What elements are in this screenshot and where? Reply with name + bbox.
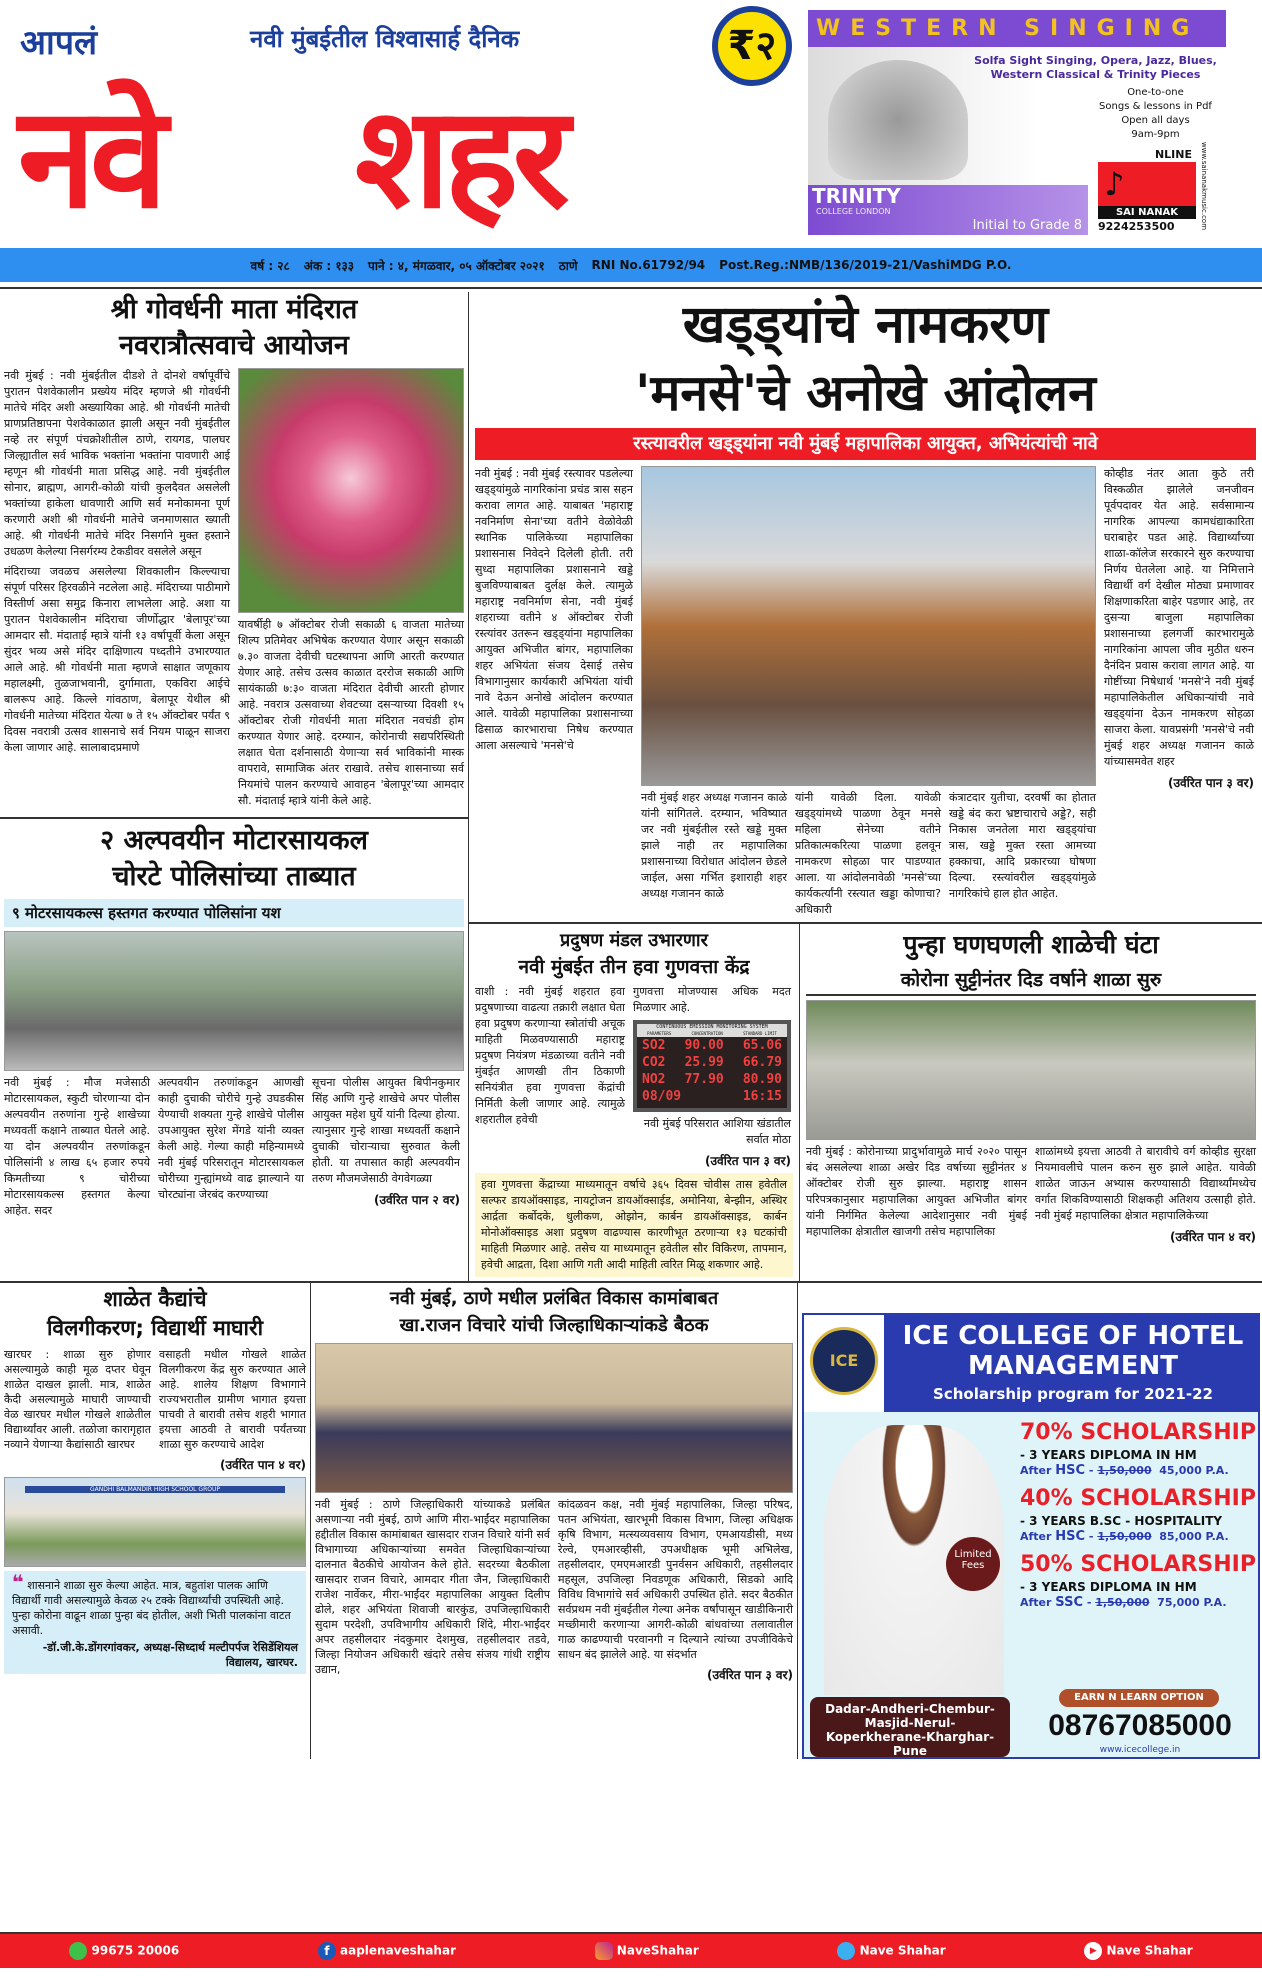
quote-text: शासनाने शाळा सुरु केल्या आहेत. मात्र, बहुतांश पालक आणि विद्यार्थी गावी असल्यामुळे केवळ २५ टक्के विद्यार्थ्यांची उपस्थिती आहे. पुन्हा कोरोना वाढून शाळा पुन्हा बंद होतील, अशी भिती पालकांना वाटत असावी. [12,1579,291,1637]
western-singing-ad[interactable] [808,10,1226,235]
headline-line: विलगीकरण; विद्यार्थी माघारी [46,1316,264,1340]
offer-new-price: 75,000 P.A. [1157,1596,1227,1609]
board-cell: 80.90 [742,1072,782,1087]
offer-pct: 70% SCHOLARSHIP [1020,1420,1256,1445]
board-cell: NO2 [642,1072,666,1087]
offer-old-price: 1,50,000 [1097,1530,1152,1543]
offer-pct: 40% SCHOLARSHIP [1020,1486,1256,1511]
footer-whatsapp[interactable] [69,1942,179,1960]
board-row [637,1054,787,1071]
headline-line: शाळेत कैद्यांचे [103,1287,207,1311]
article-body: नवी मुंबई : कोरोनाच्या प्रादुर्भावामुळे मार्च २०२० पासून बंद असलेल्या शाळा अखेर दिड वर्षाच्या सुट्टीनंतर ४ ऑक्टोबर रोजी सुरु झाल्या. महाराष्ट्र शासन परिपत्रकानुसार महापालिका आयुक्त अभिजीत बांगर यांनी निर्गमित केलेल्या आदेशानुसार नवी मुंबई महापालिका क्षेत्रातील खाजगी तसेच महापालिका [806,1145,1027,1238]
headline-line: नवी मुंबईत तीन हवा गुणवत्ता केंद्र [518,956,750,978]
board-cell: 16:15 [742,1089,782,1104]
facebook-icon: f [318,1942,336,1960]
footer-label: aaplenaveshahar [340,1943,456,1958]
main-headline: खड्ड्यांचे नामकरण [682,295,1049,355]
ice-logo: ICE [810,1327,878,1395]
article-body: वसाहती मधील गोखले शाळेत विलगीकरण केंद्र सुरु करण्यात आले आहे. शालेय शिक्षण विभागाने राज्यभरातील ग्रामीण भागात इयत्ता पाचवी ते बारावी तसेच शहरी भागात इयत्ता आठवी ते बारावी पर्यंतच्या शाळा सुरु करण्याचे आदेश [159,1348,306,1451]
board-cell: 65.06 [742,1038,782,1053]
article-body: गुणवत्ता मोजण्यास अधिक मदत मिळणार आहे. [633,985,791,1014]
music-note-icon: ♪ [1104,165,1125,203]
article-body: कोव्हीड नंतर आता कुठे तरी विस्कळीत झालेले जनजीवन पूर्वपदावर येत आहे. सर्वसामान्य नागरिक आपल्या कामधंद्याकारिता घराबाहेर पडत आहे. विद्यार्थ्यांच्या शाळा-कॉलेज सरकारने सुरु करण्याचा निर्णय घेतलेला आहे. या निमित्ताने विद्यार्थी वर्ग देखील मोठ्या प्रमाणावर शिक्षणाकरिता बाहेर पडणार आहे, तर दुसऱ्या बाजुला महापालिका प्रशासनाच्या हलगर्जी कारभारामुळे नागरिकांना आपला जीव मुठीत धरुन दैनंदिन प्रवास करावा लागत आहे. या गोष्टींच्या निषेधार्थ 'मनसे'ने नवी मुंबई महापालिकेतील अधिकाऱ्यांची नावे खड्ड्यांना देऊन नामकरण सोहळा साजरा केला. यावप्रसंगी 'मनसे'चे नवी मुंबई शहर अध्यक्ष गजानन काळे यांच्यासमवेत शहर [1104,467,1254,768]
info-box: हवा गुणवत्ता केंद्राच्या माध्यमातून वर्षाचे ३६५ दिवस चोवीस तास हवेतील सल्फर डायऑक्साइड, नायट्रोजन डायऑक्साईड, अमोनिया, बेन्झीन, अस्थिर आर्द्रता कर्बोदके, धुलीकण, ओझोन, कार्बन डायऑक्साइड, कार्बन मोनोऑक्साइड अशा प्रदुषण वाढण्यास कारणीभूत ठरणाऱ्या १३ घटकांची माहिती मिळणार आहे. तसेच या माध्यमातून हवेतील सौर विकिरण, तापमान, हवेची आद्रता, दिशा आणि गती आदी माहिती त्वरित मिळू शकणार आहे. [475,1173,793,1277]
headline-line: खा.राजन विचारे यांची जिल्हाधिकाऱ्यांकडे बैठक [399,1315,709,1336]
footer-facebook[interactable] [318,1942,456,1960]
board-cell: 66.79 [742,1055,782,1070]
post-reg: Post.Reg.:NMB/136/2019-21/VashiMDG P.O. [719,258,1012,272]
article-body: कंत्राटदार युतीचा, दरवर्षी का होतात खड्डे बंद करा भ्रष्टाचाराचे अड्डे?, सही निकास जनतेला मारा खड्ड्यांचा त्रास, खड्डे मुक्त रस्ता आमच्या हक्काचा, आदि प्रकारच्या घोषणा दिल्या. रस्त्यांवरील खड्ड्यांमुळे नागरिकांचे हाल होत आहेत. [949,791,1096,900]
sai-nanak: SAI NANAK [1098,206,1196,219]
headline-line: नवी मुंबई, ठाणे मधील प्रलंबित विकास कामांबाबत [389,1288,719,1309]
price-badge: ₹२ [712,6,792,86]
masthead-title-right: शहर [355,77,564,240]
tagline-small: आपलं [20,23,98,63]
offer-course: - 3 YEARS B.SC - HOSPITALITY [1020,1514,1223,1528]
quote-icon: ❝ [12,1570,24,1594]
board-header: PARAMETERS [647,1031,672,1036]
footer-twitter[interactable] [837,1942,945,1960]
scholarship-offer: 70% SCHOLARSHIP - 3 YEARS DIPLOMA IN HM After HSC - 1,50,000 45,000 P.A. [1020,1419,1260,1479]
social-footer [0,1932,1262,1968]
continued-label: (उर्वरित पान २ वर) [373,1193,460,1207]
instagram-icon [595,1942,613,1960]
offer-after: After [1020,1530,1052,1543]
headline-line: चोरटे पोलिसांच्या ताब्यात [112,861,356,892]
board-header: STANDARD LIMIT [743,1031,777,1036]
board-cell: 77.90 [684,1072,724,1087]
footer-label: Nave Shahar [1106,1943,1193,1958]
board-row [637,1088,787,1105]
article-body: कांदळवन कक्ष, नवी मुंबई महापालिका, जिल्हा परिषद, पतन अभियंता, खारभूमी विकास विभाग, जिल्हा अधिक्षक कृषि विभाग, मत्स्यव्यवसाय विभाग, एमआयडीसी, मध्य रेल्वे, एमआरव्हीसी, उपअधीक्षक भूमी अभिलेख, तहसीलदार, एमएमआरडी पुनर्वसन अधिकारी, तहसीलदार महसूल, उपजिल्हा निवडणूक अधिकारी, सिडको आदि विविध विभागांचे सर्व अधिकारी उपस्थित होते. सदर बैठकीत सर्वप्रथम नवी मुंबईतील गेल्या अनेक वर्षांपासून खाडीकिनारी मच्छीमारी करणाऱ्या आगरी-कोळी बांधवांच्या तलावातील गाळ काढण्याची परवानगी न दिल्याने त्यांच्या उपजीविकेचे साधन बंद झालेले आहे. या संदर्भात [558,1498,793,1661]
footer-label: NaveShahar [616,1943,699,1958]
ad-web: www.sainanakmusic.com [1200,142,1208,231]
article-body: यांनी यावेळी दिला. यावेळी खड्ड्यांमध्ये पाळणा ठेवून मनसे महिला सेनेच्या वतीने प्रतिकात्मकरित्या पाळणा हलवून नामकरण सोहळा पार पाडण्यात आला. या आंदोलनावेळी 'मनसे'च्या कार्यकर्त्यांनी रस्त्यात खड्डा कोणाचा? अधिकारी [795,791,941,916]
article-body: शाळांमध्ये इयत्ता आठवी ते बारावीचे वर्ग कोव्हीड सुरक्षा नियमावलीचे पालन करुन सुरु झाले आहेत. यावेळी शाळेत जाऊन अभ्यास करण्यासाठी विद्यार्थ्यांमध्येच वर्गात शिकविण्यासाठी शिक्षकही अतिशय उत्साही होते. नवी मुंबई महापालिका क्षेत्रात महापालिकेच्या [1035,1145,1256,1222]
offer-course: - 3 YEARS DIPLOMA IN HM [1020,1448,1197,1462]
board-row [637,1037,787,1054]
info-strip [0,248,1262,282]
main-headline-2: 'मनसे'चे अनोखे आंदोलन [635,364,1096,422]
continued-label: (उर्वरित पान ४ वर) [219,1458,306,1472]
article-body: यावर्षीही ७ ऑक्टोबर रोजी सकाळी ६ वाजता मातेच्या शिल्प प्रतिमेवर अभिषेक करण्यात येणार असून सकाळी ७.३० वाजता देवीची घटस्थापना आणि आरती करण्यात येणार आहे. तसेच उत्सव काळात दररोज सकाळी आणि सायंकाळी ७:३० वाजता मंदिरात देवीची आरती होणार आहे. नवरात्र उत्सवाच्या शेवटच्या दसऱ्याच्या दिवशी १५ ऑक्टोबर रोजी गोवर्धनी माता मंदिरात नवचंडी होम करण्यात येणार आहे. दरम्यान, कोरोनाची सद्यपरिस्थिती लक्षात घेता दर्शनासाठी येणाऱ्या सर्व भाविकांनी मास्क वापरावे, सामाजिक अंतर राखावे. तसेच शासनाच्या सर्व नियमांचे पालन करण्याचे आवाहन 'बेलापूर'च्या आमदार सौ. मंदाताई म्हात्रे यांनी केले आहे. [238,618,464,807]
footer-label: 99675 20006 [91,1943,180,1958]
microphone-image [828,60,968,180]
ice-college-ad[interactable] [802,1313,1260,1759]
article-body: अल्पवयीन तरुणांकडून आणखी काही दुचाकी चोरीचे गुन्हे उघडकीस येण्याची शक्यता गुन्हे शाखेचे पोलीस उपआयुक्त सुरेश मेंगडे यांनी व्यक्त केली आहे. गेल्या काही महिन्यामध्ये नवी मुंबई परिसरातून मोटारसायकल चोरीच्या गुन्ह्यांमध्ये वाढ झाल्याने या चोरट्यांना जेरबंद करण्याच्या [158,1076,304,1201]
headline-line: नवरात्रौत्सवाचे आयोजन [119,330,349,361]
offer-exam: SSC [1055,1595,1083,1610]
grade-text: Initial to Grade 8 [972,218,1082,233]
ad-line: Solfa Sight Singing, Opera, Jazz, Blues, [974,54,1217,67]
offer-new-price: 45,000 P.A. [1159,1464,1229,1477]
offer-after: After [1020,1596,1052,1609]
pages-date: पाने : ४, मंगळवार, ०५ ऑक्टोबर २०२१ [368,258,545,273]
offer-new-price: 85,000 P.A. [1159,1530,1229,1543]
quote-author: -डॉ.जी.के.डोंगरगांवकर, अध्यक्ष-सिध्दार्थ मल्टीपर्पज रेसिडेंशियल विद्यालय, खारघर. [42,1641,298,1669]
article-body: नवी मुंबई शहर अध्यक्ष गजानन काळे यांनी सांगितले. दरम्यान, भविष्यात जर नवी मुंबईतील रस्ते खड्डे मुक्त झाले नाही तर महापालिका प्रशासनाच्या विरोधात आंदोलन छेडले जाईल, असा गर्भित इशाराही शहर अध्यक्ष गजानन काळे [641,791,787,900]
headline-line: २ अल्पवयीन मोटारसायकल [100,825,368,856]
footer-youtube[interactable] [1084,1942,1192,1960]
article-body: नवी मुंबई : ठाणे जिल्हाधिकारी यांच्याकडे प्रलंबित असणाऱ्या नवी मुंबई, ठाणे आणि मीरा-भाईंदर महापालिका हद्दीतील विकास कामांबाबत खासदार राजन विचारे यांनी सर्व विभागाच्या अधिकाऱ्यांच्या समवेत जिल्हाधिकाऱ्यांच्या दालनात बैठकीचे आयोजन केले होते. सदरच्या बैठकीला खासदार राजन विचारे, आमदार गीता जैन, जिल्हाधिकारी राजेश नार्वेकर, मीरा-भाईंदर महापालिका आयुक्त दिलीप ढोले, शहर अभियंता शिवाजी बारकुंड, उपजिल्हाधिकारी सुदाम परदेशी, उपविभागीय अधिकारी शिंदे, मीरा-भाईंदर अपर तहसीलदार नंदकुमार देशमुख, तहसीलदार तडवे, जिल्हा नियोजन अधिकारी खंदारे तसेच संजय गांधी राष्ट्रीय उद्यान, [315,1498,550,1676]
online-text: NLINE [1098,148,1196,162]
offer-old-price: 1,50,000 [1095,1596,1150,1609]
city: ठाणे [558,258,578,273]
board-title: CONTINUOUS EMISSION MONITORING SYSTEM [637,1024,787,1031]
subhead: ९ मोटरसायकल्स हस्तगत करण्यात पोलिसांना यश [4,899,464,927]
masthead-title-left: नवे [18,77,162,240]
footer-instagram[interactable] [595,1942,699,1960]
tagline: नवी मुंबईतील विश्वासार्ह दैनिक [250,25,520,53]
mns-protest-photo [641,466,1096,786]
ad-web: www.icecollege.in [1099,1745,1181,1755]
meeting-photo [315,1343,793,1493]
continued-label: (उर्वरित पान ४ वर) [1169,1230,1256,1244]
board-row [637,1071,787,1088]
continued-label: (उर्वरित पान ३ वर) [704,1154,791,1168]
footer-label: Nave Shahar [859,1943,946,1958]
ad-info: Open all days [1121,115,1190,126]
article-body: नवी मुंबई : नवी मुंबईतील दीडशे ते दोनशे वर्षापूर्वीचे पुरातन पेशवेकालीन प्रख्येय मंदिर म्हणजे श्री गोवर्धनी मातेचे मंदिर अशी अख्यायिका आहे. श्री गोवर्धनी मातेची प्राणप्रतिष्ठापना पेशवेकाळात झाली असून नवी मुंबईतील नव्हे तर संपूर्ण पंचक्रोशीतील ठाणे, रायगड, पालघर जिल्ह्यातील सर्व भाविक भक्तांना भक्तांना पावणारी आई म्हणून श्री गोवर्धनी माता प्रसिद्ध आहे. नवी मुंबईतील सोनार, ब्राह्मण, आगरी-कोळी यांची कुलदैवत असलेली भक्तांच्या हाकेला धावणारी आणि सर्व मनोकामना पूर्ण करणारी अशी श्री गोवर्धनी मातेचे जनमाणसात ख्याती आहे. श्री गोवर्धनी मातेचे मंदिर निसर्गाने मुक्त हस्ताने उधळण केलेल्या निसर्गरम्य टेकडीवर वसलेले असून [4,369,230,558]
scholarship-offer: 50% SCHOLARSHIP - 3 YEARS DIPLOMA IN HM After SSC - 1,50,000 75,000 P.A. [1020,1551,1260,1611]
youtube-icon: ▶ [1084,1942,1102,1960]
article-body: नवी मुंबई : नवी मुंबई रस्त्यावर पडलेल्या खड्ड्यांमुळे नागरिकांना प्रचंड त्रास सहन करावा लागत आहे. याबाबत 'महाराष्ट्र नवनिर्माण सेना'च्या वतीने वेळोवेळी स्थानिक पालिकेच्या महापालिका प्रशासनास निवेदने दिलेली होती. तरी सुध्दा महापालिका प्रशासनाने खड्डे बुजविण्याबाबत दुर्लक्ष केले. त्यामुळे महाराष्ट्र नवनिर्माण सेना, नवी मुंबई शहराच्या वतीने ४ ऑक्टोबर रोजी रस्त्यांवर उतरून खड्ड्यांना महापालिका आयुक्त अभिजीत बांगर, महापालिका शहर अभियंता संजय देसाई तसेच विभागानुसार कार्यकारी अभियंता यांची नावे देऊन अनोखे आंदोलन करण्यात आले. यावेळी महापालिका प्रशासनाच्या ढिसाळ कारभाराचा निषेध करण्यात आला असल्याचे 'मनसे'चे [475,467,633,752]
board-cell: 08/09 [642,1089,682,1104]
scholarship-offer: 40% SCHOLARSHIP - 3 YEARS B.SC - HOSPITALITY After HSC - 1,50,000 85,000 P.A. [1020,1485,1260,1545]
offer-after: After [1020,1464,1052,1477]
ad-title: ICE COLLEGE OF HOTEL MANAGEMENT [902,1321,1244,1381]
trinity-sub: COLLEGE LONDON [816,207,891,216]
board-header: CONCENTRATION [691,1031,723,1036]
article-subheadline: कोरोना सुट्टीनंतर दिड वर्षाने शाळा सुरु [806,966,1256,996]
issue: अंक : १३३ [303,258,355,273]
board-cell: 25.99 [684,1055,724,1070]
article-body: मंदिराच्या जवळच असलेल्या शिवकालीन किल्ल्याचा संपूर्ण परिसर हिरवळीने नटलेला आहे. मंदिराच्या पाठीमागे विस्तीर्ण असा समुद्र किनारा लाभलेला आहे. अशा या पुरातन पेशवेकालीन मंदिराचा जीर्णोद्धार 'बेलापूर'च्या आमदार सौ. मंदाताई म्हात्रे यांनी १३ वर्षापूर्वी केला असून सुंदर भव्य असे मंदिर दाक्षिणात्य पध्दतीने उभारण्यात आले आहे. श्री गोवर्धनी माता म्हणजे साक्षात जणूकाय महालक्ष्मी, तुळजाभवानी, दुर्गामाता, एकविरा आईचे बालरूप आहे. किल्ले गांवठाण, बेलापूर येथील श्री गोवर्धनी मातेच्या मंदिरात येत्या ७ ते १५ ऑक्टोबर पर्यंत ९ दिवस नवरात्री उत्सव शासनाचे सर्व नियम पाळून साजरा केला जाणार आहे. सालाबादप्रमाणे [4,565,230,754]
article-body: सूचना पोलीस आयुक्त बिपीनकुमार सिंह आणि गुन्हे शाखेचे अपर पोलीस आयुक्त महेश घुर्ये यांनी दिल्या होत्या. त्यानुसार गुन्हे शाखा मध्यवर्ती कक्षाने दुचाकी चोराऱ्याचा सुरुवात केली होती. या तपासात काही अल्पवयीन तरुण मौजमजेसाठी वेगवेगळ्या [312,1076,460,1185]
continued-label: (उर्वरित पान ३ वर) [706,1668,793,1682]
ad-info: 9am-9pm [1131,129,1180,140]
article-body: खारघर : शाळा सुरु होणार असल्यामुळे काही मूळ दप्तर घेवून शाळेत दाखल झाली. मात्र, शाळेत कैदी असल्यामुळे माघारी जाण्याची वेळ खारघर मधील गोखले शाळेतील विद्यार्थ्यांवर आली. तळोजा कारागृहात नव्याने येणाऱ्या कैद्यांसाठी खारघर [4,1348,151,1451]
whatsapp-icon [69,1942,87,1960]
school-building-photo [4,1477,306,1567]
board-cell: CO2 [642,1055,666,1070]
trinity-logo: TRINITY [812,184,901,208]
year: वर्ष : २८ [250,258,290,273]
rni: RNI No.61792/94 [591,258,706,272]
article-headline [4,292,464,364]
article-headline [475,928,793,980]
main-strap: रस्त्यावरील खड्ड्यांना नवी मुंबई महापालिका आयुक्त, अभियंत्यांची नावे [475,428,1256,460]
ad-title: WESTERN SINGING [808,10,1226,47]
article-headline [4,823,464,895]
article-headline [315,1285,793,1339]
limited-fees-badge: Limited Fees [946,1537,1000,1591]
board-cell: 90.00 [684,1038,724,1053]
twitter-icon [837,1942,855,1960]
quote-box [4,1571,306,1674]
police-bikes-photo [4,931,464,1071]
article-body: वाशी : नवी मुंबई शहरात हवा प्रदुषणाच्या वाढत्या तक्रारी लक्षात घेता हवा प्रदुषण करणाऱ्या स्त्रोतांची अचूक माहिती मिळवण्यासाठी महाराष्ट्र प्रदुषण नियंत्रण मंडळाच्या वतीने नवी मुंबईत आणखी तीन ठिकाणी सनियंत्रीत हवा गुणवत्ता केंद्रांची निर्मिती केली जाणार आहे. त्यामुळे शहरातील हवेची [475,985,625,1126]
earn-learn-badge: EARN N LEARN OPTION [1059,1689,1219,1707]
ad-info: Songs & lessons in Pdf [1099,101,1212,112]
offer-course: - 3 YEARS DIPLOMA IN HM [1020,1580,1197,1594]
offer-exam: HSC [1055,1463,1086,1478]
continued-label: (उर्वरित पान ३ वर) [1167,776,1254,790]
offer-exam: HSC [1055,1529,1086,1544]
article-headline [4,1285,306,1343]
ad-phone: 9224253500 [1098,219,1196,234]
headline-line: प्रदुषण मंडल उभारणार [560,930,708,951]
board-cell: SO2 [642,1038,666,1053]
emission-monitor-board [633,1020,791,1112]
offer-pct: 50% SCHOLARSHIP [1020,1552,1256,1577]
ad-line: Western Classical & Trinity Pieces [990,68,1201,81]
ad-subtitle: Scholarship program for 2021-22 [933,1385,1213,1403]
school-reopening-photo [806,1000,1256,1140]
ad-locations: Dadar-Andheri-Chembur-Masjid-Nerul-Koperkherane-Kharghar-Pune [810,1697,1010,1757]
article-body: नवी मुंबई परिसरात आशिया खंडातील सर्वात मोठा [643,1117,791,1146]
goddess-photo [238,368,464,613]
ad-info: One-to-one [1127,87,1184,98]
headline-line: श्री गोवर्धनी माता मंदिरात [110,294,358,325]
article-body: नवी मुंबई : मौज मजेसाठी मोटारसायकल, स्कुटी चोरणाऱ्या दोन अल्पवयीन तरुणांना गुन्हे शाखेच्या मध्यवर्ती कक्षाने ताब्यात घेतले आहे. या दोन अल्पवयीन तरुणांकडून पोलिसांनी ४ लाख ६५ हजार रुपये किमतीच्या ९ चोरीच्या मोटारसायकल्स हस्तगत केल्या आहेत. सदर [4,1076,150,1217]
ad-phone: 08767085000 [1048,1709,1232,1742]
offer-old-price: 1,50,000 [1097,1464,1152,1477]
article-headline: पुन्हा घणघणली शाळेची घंटा [903,930,1159,959]
school-sign: GANDHI BALMANDIR HIGH SCHOOL GROUP [25,1486,285,1493]
